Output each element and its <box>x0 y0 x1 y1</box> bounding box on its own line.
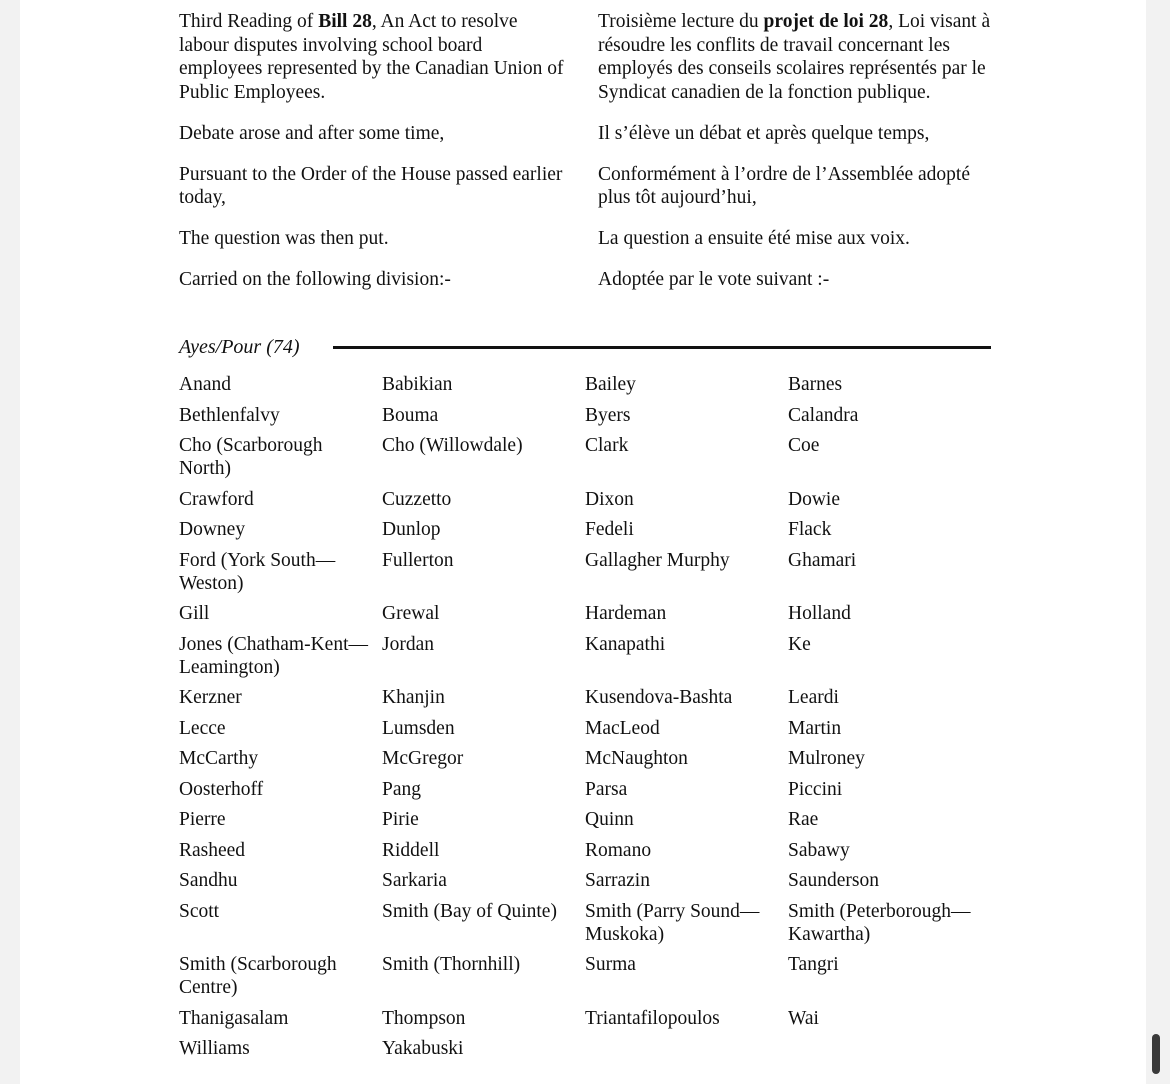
member-name: Oosterhoff <box>179 778 264 800</box>
member-name: Barnes <box>788 374 843 395</box>
member-name: Smith (Peterborough—Kawartha) <box>788 900 971 945</box>
member-name: Jordan <box>382 633 434 655</box>
member-name: Clark <box>585 435 629 456</box>
french-column <box>598 10 998 292</box>
member-name: McCarthy <box>179 748 259 769</box>
english-column <box>179 10 569 292</box>
ayes-member-list <box>179 373 999 1068</box>
member-name: Tangri <box>788 954 839 975</box>
bill-name-en: Bill 28 <box>318 11 372 32</box>
member-name: Ghamari <box>788 549 857 571</box>
member-name: Coe <box>788 435 820 456</box>
member-name: Lecce <box>179 717 226 739</box>
member-name: Crawford <box>179 488 254 510</box>
member-name: Kusendova-Bashta <box>585 687 733 708</box>
member-name: Williams <box>179 1038 250 1059</box>
bill-reading-fr: Troisième lecture du projet de loi 28, Loi visant à résoudre les conflits de travail concernant les employés des conseils scolaires représentés par le Syndicat canadien de la fonction publique. <box>598 11 991 103</box>
member-name: Sarrazin <box>585 870 650 891</box>
ayes-heading: Ayes/Pour (74) <box>179 336 300 358</box>
member-name: Lumsden <box>382 717 455 739</box>
member-name: Wai <box>788 1007 819 1029</box>
member-name: Thanigasalam <box>179 1007 289 1029</box>
member-name: Pirie <box>382 809 419 830</box>
member-name: Fedeli <box>585 519 634 540</box>
member-name: Smith (Scarborough Centre) <box>179 954 337 998</box>
member-name: Smith (Bay of Quinte) <box>382 900 557 922</box>
member-name: Thompson <box>382 1007 466 1029</box>
member-name: Pierre <box>179 809 226 830</box>
member-name: Fullerton <box>382 549 454 571</box>
question-fr: La question a ensuite été mise aux voix. <box>598 228 910 249</box>
scrollbar-thumb[interactable] <box>1152 1034 1160 1074</box>
member-name: Holland <box>788 603 851 624</box>
member-name: Pang <box>382 778 421 800</box>
member-name: Calandra <box>788 404 859 426</box>
member-name: Anand <box>179 374 231 395</box>
member-name: McGregor <box>382 748 464 769</box>
member-name: MacLeod <box>585 717 660 739</box>
member-name: Triantafilopoulos <box>585 1007 720 1029</box>
member-name: Gallagher Murphy <box>585 549 730 571</box>
member-name: Parsa <box>585 778 628 800</box>
member-name: Romano <box>585 839 652 861</box>
carried-fr: Adoptée par le vote suivant :- <box>598 269 830 290</box>
member-name: Piccini <box>788 778 843 800</box>
document-page <box>20 0 1146 1084</box>
member-name: Bailey <box>585 374 636 395</box>
member-name: Smith (Parry Sound—Muskoka) <box>585 900 760 945</box>
debate-en: Debate arose and after some time, <box>179 122 445 144</box>
member-name: Surma <box>585 954 636 975</box>
member-name: Babikian <box>382 374 453 395</box>
heading-divider <box>333 346 991 349</box>
member-name: Mulroney <box>788 748 865 769</box>
bill-name-fr: projet de loi 28 <box>763 11 889 32</box>
member-name: Hardeman <box>585 603 667 624</box>
member-name: Martin <box>788 717 842 739</box>
order-en: Pursuant to the Order of the House passed earlier today, <box>179 163 563 208</box>
bill-reading-en: Third Reading of Bill 28, An Act to resolve labour disputes involving school board employees represented by the Canadian Union of Public Employees. <box>179 11 564 103</box>
member-name: Quinn <box>585 809 634 830</box>
member-name: Cuzzetto <box>382 488 452 510</box>
carried-en: Carried on the following division:- <box>179 269 451 290</box>
order-fr: Conformément à l’ordre de l’Assemblée adopté plus tôt aujourd’hui, <box>598 163 970 208</box>
member-name: Rasheed <box>179 839 246 861</box>
member-name: Saunderson <box>788 870 879 891</box>
member-name: Ford (York South—Weston) <box>179 549 336 594</box>
member-name: Dunlop <box>382 519 441 540</box>
member-name: Rae <box>788 809 819 830</box>
member-name: Ke <box>788 633 811 655</box>
member-name: McNaughton <box>585 748 688 769</box>
member-name: Byers <box>585 404 631 426</box>
member-name: Cho (Willowdale) <box>382 435 523 456</box>
member-name: Downey <box>179 519 246 540</box>
member-name: Sarkaria <box>382 870 447 891</box>
member-name: Gill <box>179 603 210 624</box>
member-name: Riddell <box>382 839 440 861</box>
member-name: Bouma <box>382 404 439 426</box>
member-name: Flack <box>788 519 832 540</box>
member-name: Dowie <box>788 488 840 510</box>
member-name: Jones (Chatham-Kent—Leamington) <box>179 633 369 678</box>
member-name: Grewal <box>382 603 440 624</box>
question-en: The question was then put. <box>179 228 389 249</box>
debate-fr: Il s’élève un débat et après quelque temps, <box>598 122 930 144</box>
member-name: Kanapathi <box>585 633 666 655</box>
member-name: Smith (Thornhill) <box>382 954 521 975</box>
member-name: Sabawy <box>788 839 850 861</box>
member-name: Kerzner <box>179 687 242 708</box>
member-name: Dixon <box>585 488 634 510</box>
member-name: Scott <box>179 900 220 922</box>
member-name: Bethlenfalvy <box>179 404 280 426</box>
member-name: Sandhu <box>179 870 238 891</box>
member-name: Cho (Scarborough North) <box>179 435 323 479</box>
member-name: Khanjin <box>382 687 445 708</box>
member-name: Yakabuski <box>382 1038 464 1059</box>
member-name: Leardi <box>788 687 839 708</box>
